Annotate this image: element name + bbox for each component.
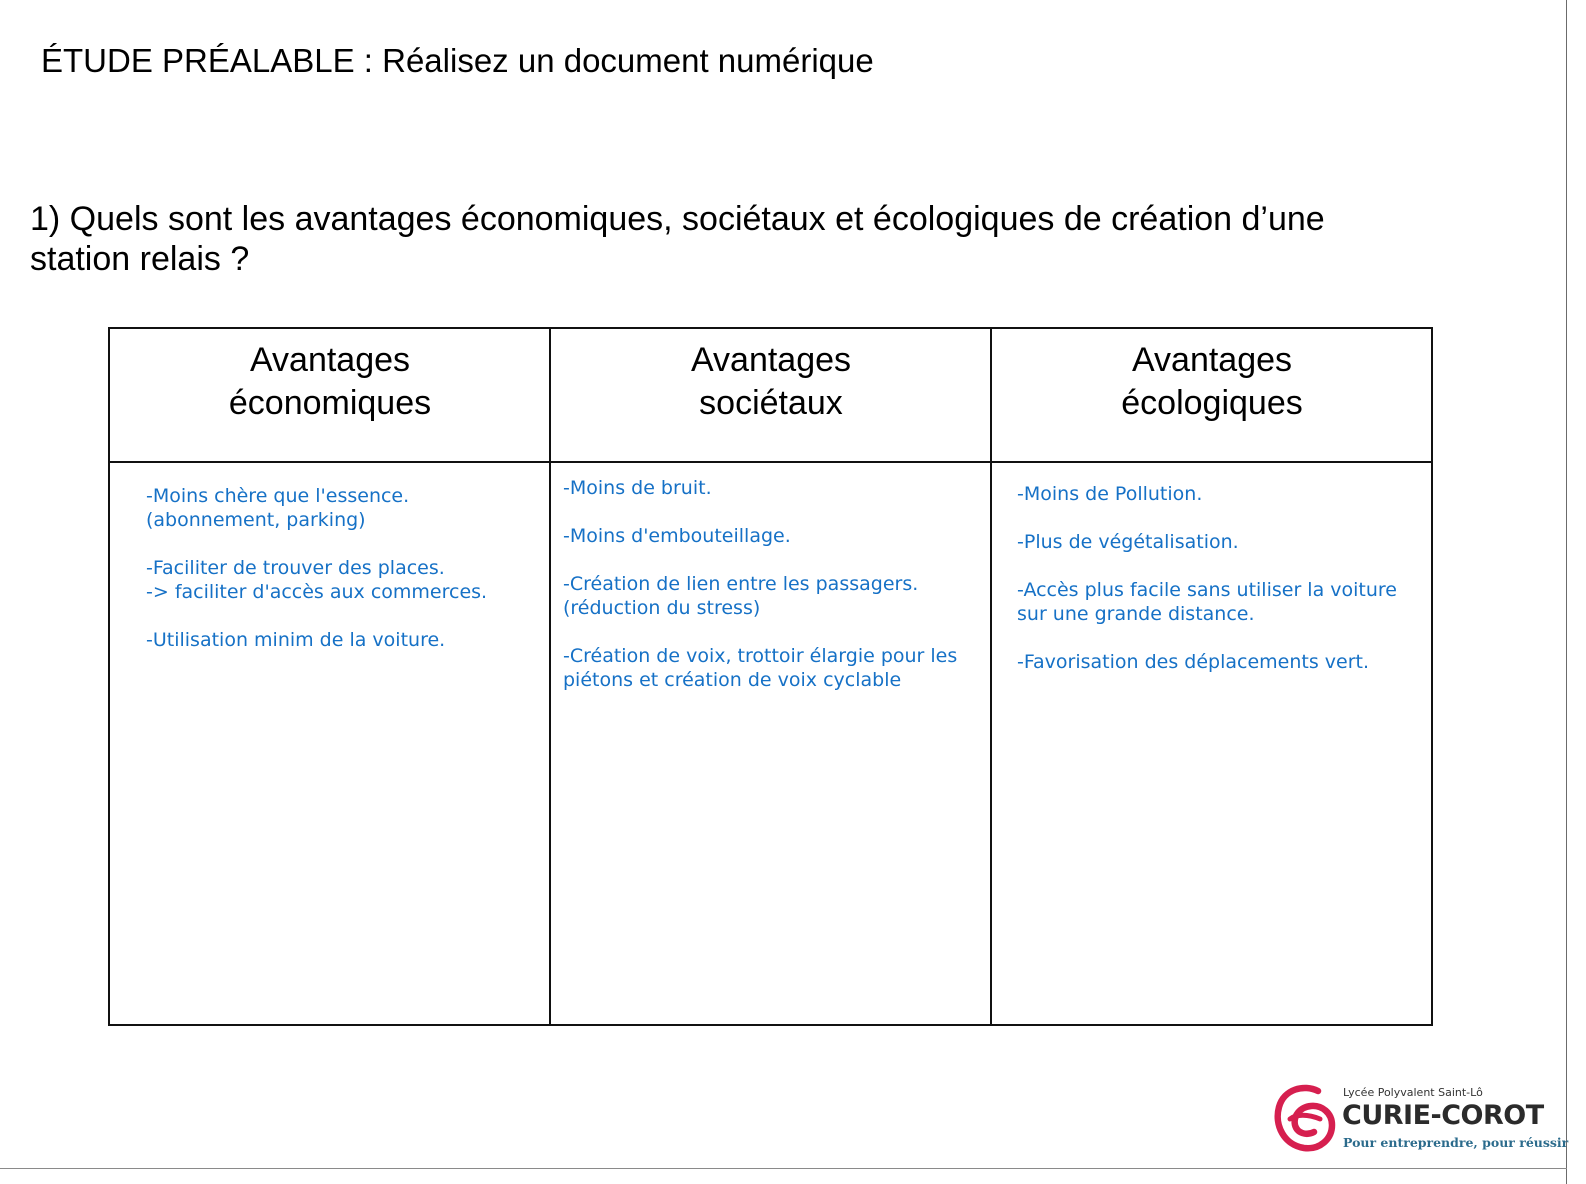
answer-line: -Moins d'embouteillage.: [563, 525, 791, 547]
answer-line: piétons et création de voix cyclable: [563, 669, 902, 691]
answer-item: [563, 524, 957, 548]
question-line-1: 1) Quels sont les avantages économiques, sociétaux et écologiques de création d’une: [30, 200, 1325, 238]
answer-line: sur une grande distance.: [1017, 603, 1255, 625]
slide-edge-bottom: [0, 1168, 1567, 1169]
answer-item: [1017, 530, 1397, 554]
answer-item: [146, 628, 487, 652]
answer-line: -Moins de bruit.: [563, 477, 712, 499]
answer-item: [1017, 578, 1397, 626]
answers-societaux: [563, 476, 957, 716]
answer-line: -Plus de végétalisation.: [1017, 531, 1239, 553]
column-divider: [990, 329, 992, 1024]
column-header-ecologiques: [992, 339, 1432, 425]
column-header-line: Avantages: [1131, 341, 1293, 379]
answer-line: -Favorisation des déplacements vert.: [1017, 651, 1370, 673]
header-divider: [110, 461, 1431, 463]
question-line-2: station relais ?: [30, 240, 250, 278]
column-header-line: sociétaux: [699, 384, 843, 422]
answer-item: [563, 572, 957, 620]
column-header-economiques: [110, 339, 550, 425]
page-title: ÉTUDE PRÉALABLE : Réalisez un document numérique: [41, 42, 874, 79]
logo-school-type: Lycée Polyvalent Saint-Lô: [1343, 1086, 1483, 1099]
answer-item: [563, 476, 957, 500]
logo-school-name: CURIE-COROT: [1342, 1100, 1544, 1131]
column-header-line: économiques: [228, 384, 432, 422]
answer-item: [1017, 650, 1397, 674]
answers-ecologiques: [1017, 482, 1397, 698]
column-header-line: Avantages: [249, 341, 411, 379]
logo-tagline: Pour entreprendre, pour réussir: [1343, 1135, 1569, 1150]
answer-item: [146, 556, 487, 604]
answer-item: [146, 484, 487, 532]
column-header-societaux: [551, 339, 991, 425]
answer-line: -Moins chère que l'essence.: [146, 485, 410, 507]
school-logo: [1270, 1082, 1569, 1158]
column-header-line: Avantages: [690, 341, 852, 379]
column-divider: [549, 329, 551, 1024]
answer-line: (réduction du stress): [563, 597, 761, 619]
advantages-table: [108, 327, 1433, 1026]
answer-line: (abonnement, parking): [146, 509, 366, 531]
answer-line: -Moins de Pollution.: [1017, 483, 1203, 505]
answers-economiques: [146, 484, 487, 676]
question-text: [30, 199, 1470, 279]
slide-edge-right: [1566, 0, 1567, 1184]
answer-line: -Faciliter de trouver des places.: [146, 557, 445, 579]
curie-corot-swirl-icon: [1274, 1083, 1336, 1153]
answer-item: [1017, 482, 1397, 506]
answer-item: [563, 644, 957, 692]
answer-line: -Accès plus facile sans utiliser la voiture: [1017, 579, 1397, 601]
answer-line: -Utilisation minim de la voiture.: [146, 629, 446, 651]
column-header-line: écologiques: [1121, 384, 1303, 422]
answer-line: -Création de lien entre les passagers.: [563, 573, 919, 595]
answer-line: -Création de voix, trottoir élargie pour les: [563, 645, 958, 667]
answer-line: -> faciliter d'accès aux commerces.: [146, 581, 488, 603]
